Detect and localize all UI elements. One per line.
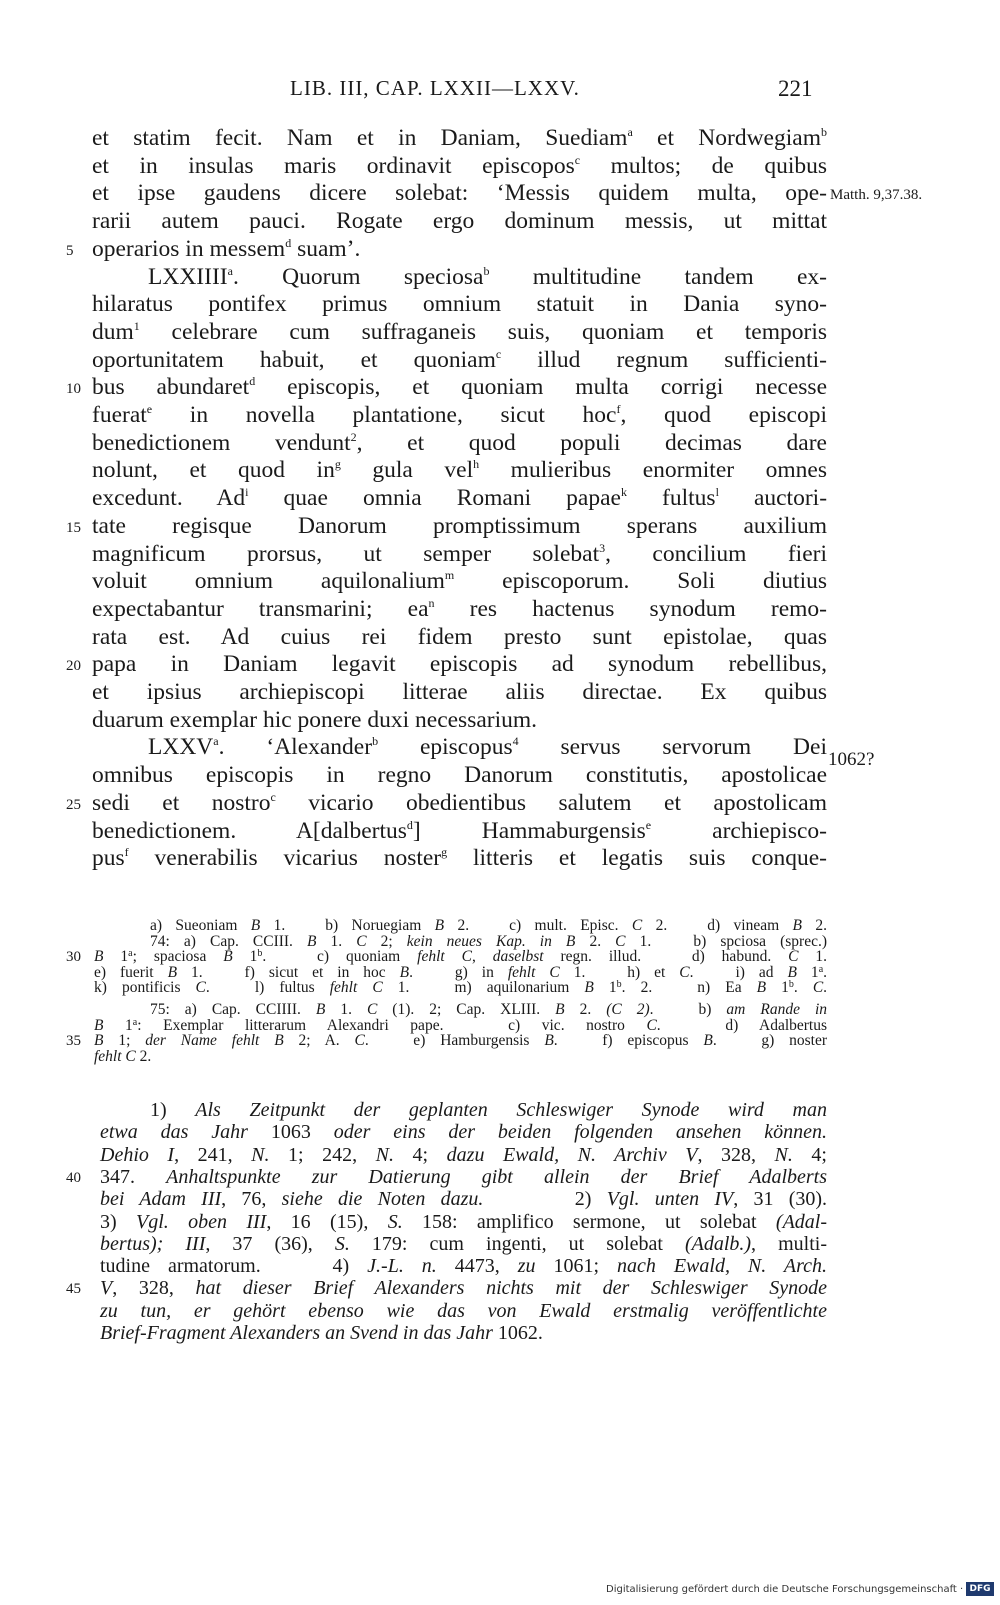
text-line: rarii autem pauci. Rogate ergo dominum messis, ut mittat: [92, 208, 827, 235]
apparatus-line: k) pontificis C. l) fultus fehlt C 1. m) aquilonarium B 1$^b$. 2. n) Ea B 1$^b$. C.: [94, 979, 828, 997]
digitization-credit: Digitalisierung gefördert durch die Deutsche Forschungsgemeinschaft ·: [606, 1584, 964, 1595]
text-line: nolunt, et quod $in^g$ gula vel$^h$ mulieribus enormiter omnes: [92, 457, 828, 484]
line-number: 5: [66, 242, 74, 259]
text-line: et statim fecit. Nam et in Daniam, Suediam$^a$ et Nordwegiam$^b$: [92, 125, 827, 151]
line-number: 30: [66, 949, 81, 966]
margin-note-year: 1062?: [828, 749, 875, 770]
apparatus-line: fehlt C 2.: [94, 1047, 152, 1065]
text-line: LXXIIII$^a$. Quorum speciosa$^b$ multitudine tandem ex-: [148, 263, 827, 290]
text-line: et ipsius archiepiscopi litterae aliis directae. Ex quibus: [92, 679, 827, 705]
line-number: 35: [66, 1033, 81, 1050]
text-line: expectabantur transmarini; $ea^n$ res hactenus synodum remo-: [92, 595, 827, 622]
footnote-line: tudine armatorum. 4) J.-L. n. 4473, zu 1061; nach Ewald, N. Arch.: [100, 1255, 827, 1278]
footnote-line: bei Adam III, 76, siehe die Noten dazu. 2) Vgl. unten IV, 31 (30).: [100, 1188, 828, 1211]
dfg-logo: DFG: [966, 1582, 994, 1596]
running-header: LIB. III, CAP. LXXII—LXXV.: [290, 76, 580, 100]
text-line: et ipse gaudens dicere solebat: ‘Messis quidem multa, ope-: [92, 180, 827, 207]
apparatus-line: a) Sueoniam B 1. b) Noruegiam B 2. c) mult. Episc. C 2. d) vineam B 2.: [150, 917, 827, 934]
text-line: bus abundaret$^d$ episcopis, et quoniam multa corrigi necesse: [92, 374, 827, 401]
line-number: 40: [66, 1169, 81, 1186]
text-line: magnificum prorsus, ut semper solebat$^3$, concilium fieri: [92, 540, 827, 567]
line-number: 10: [66, 381, 81, 398]
footnote-line: Brief-Fragment Alexanders an Svend in das Jahr 1062.: [100, 1322, 543, 1344]
text-line: pus$^f$ venerabilis vicarius noster$^g$ litteris et legatis suis conque-: [92, 845, 828, 872]
footnote-line: 1) Als Zeitpunkt der geplanten Schleswiger Synode wird man: [150, 1099, 827, 1121]
page-number: 221: [778, 76, 813, 101]
text-line: omnibus episcopis in regno Danorum constitutis, apostolicae: [92, 762, 827, 789]
text-line: rata est. Ad cuius rei fidem presto sunt epistolae, quas: [92, 623, 827, 650]
text-line: operarios in messem$^d$ suam’.: [92, 235, 361, 262]
apparatus-line: 75: a) Cap. CCIIII. B 1. C (1). 2; Cap. XLIII. B 2. (C 2). b) am Rande in: [150, 1001, 828, 1018]
text-line: LXXV$^a$. ‘Alexander$^b$ episcopus$^4$ servus servorum Dei: [148, 734, 827, 761]
apparatus-line: 74: a) Cap. CCIII. B 1. C 2; kein neues Kap. in B 2. C 1. b) spciosa (sprec.): [150, 932, 827, 950]
text-line: voluit omnium aquilonalium$^m$ episcoporum. Soli diutius: [92, 568, 827, 595]
apparatus-line: B 1$^a$; spaciosa B 1$^b$. c) quoniam fehlt C, daselbst regn. illud. d) habund. C 1.: [94, 948, 827, 966]
footnote-line: 3) Vgl. oben III, 16 (15), S. 158: amplifico sermone, ut solebat (Adal-: [100, 1210, 827, 1233]
apparatus-line: B 1; der Name fehlt B 2; A. C. e) Hamburgensis B. f) episcopus B. g) noster: [94, 1032, 827, 1050]
text-line: benedictionem. A[dalbertus$^d$] Hammaburgensis$^e$ archiepisco-: [92, 817, 827, 844]
footnote-line: V, 328, hat dieser Brief Alexanders nichts mit der Schleswiger Synode: [100, 1277, 828, 1300]
text-line: papa in Daniam legavit episcopis ad synodum rebellibus,: [92, 651, 827, 678]
line-number: 20: [66, 658, 81, 675]
text-line: hilaratus pontifex primus omnium statuit in Dania syno-: [92, 291, 827, 318]
footnote-line: etwa das Jahr 1063 oder eins der beiden folgenden ansehen können.: [100, 1121, 828, 1144]
text-line: et in insulas maris ordinavit episcopos$^c$ multos; de quibus: [92, 152, 827, 179]
text-line: tate regisque Danorum promptissimum sperans auxilium: [92, 512, 827, 539]
footnote-line: Dehio I, 241, N. 1; 242, N. 4; dazu Ewald, N. Archiv V, 328, N. 4;: [100, 1143, 827, 1166]
apparatus-line: B 1$^a$: Exemplar litterarum Alexandri pape. c) vic. nostro C. d) Adalbertus: [94, 1016, 828, 1034]
footnote-line: zu tun, er gehört ebenso wie das von Ewald erstmalig veröffentlichte: [100, 1299, 827, 1322]
text-line: excedunt. Ad$^i$ quae omnia Romani papae$^k$ fultus$^l$ auctori-: [92, 485, 828, 512]
line-number: 45: [66, 1281, 81, 1298]
text-line: fuerat$^e$ in novella plantatione, sicut hoc$^f$, quod episcopi: [92, 402, 827, 428]
text-line: benedictionem vendunt$^2$, et quod populi decimas dare: [92, 429, 827, 456]
footnote-line: 347. Anhaltspunkte zur Datierung gibt allein der Brief Adalberts: [100, 1165, 827, 1188]
text-line: duarum exemplar hic ponere duxi necessarium.: [92, 706, 538, 733]
text-line: oportunitatem habuit, et quoniam$^c$ illud regnum sufficienti-: [92, 346, 827, 373]
text-line: dum$^1$ celebrare cum suffraganeis suis, quoniam et temporis: [92, 318, 827, 345]
margin-note-matth: Matth. 9,37.38.: [830, 187, 923, 203]
line-number: 25: [66, 796, 81, 813]
text-line: sedi et nostro$^c$ vicario obedientibus salutem et apostolicam: [92, 789, 827, 816]
line-number: 15: [66, 519, 81, 536]
apparatus-line: e) fuerit B 1. f) sicut et in hoc B. g) in fehlt C 1. h) et C. i) ad B 1$^a$.: [94, 963, 828, 981]
footnote-line: bertus); III, 37 (36), S. 179: cum ingenti, ut solebat (Adalb.), multi-: [100, 1232, 827, 1255]
